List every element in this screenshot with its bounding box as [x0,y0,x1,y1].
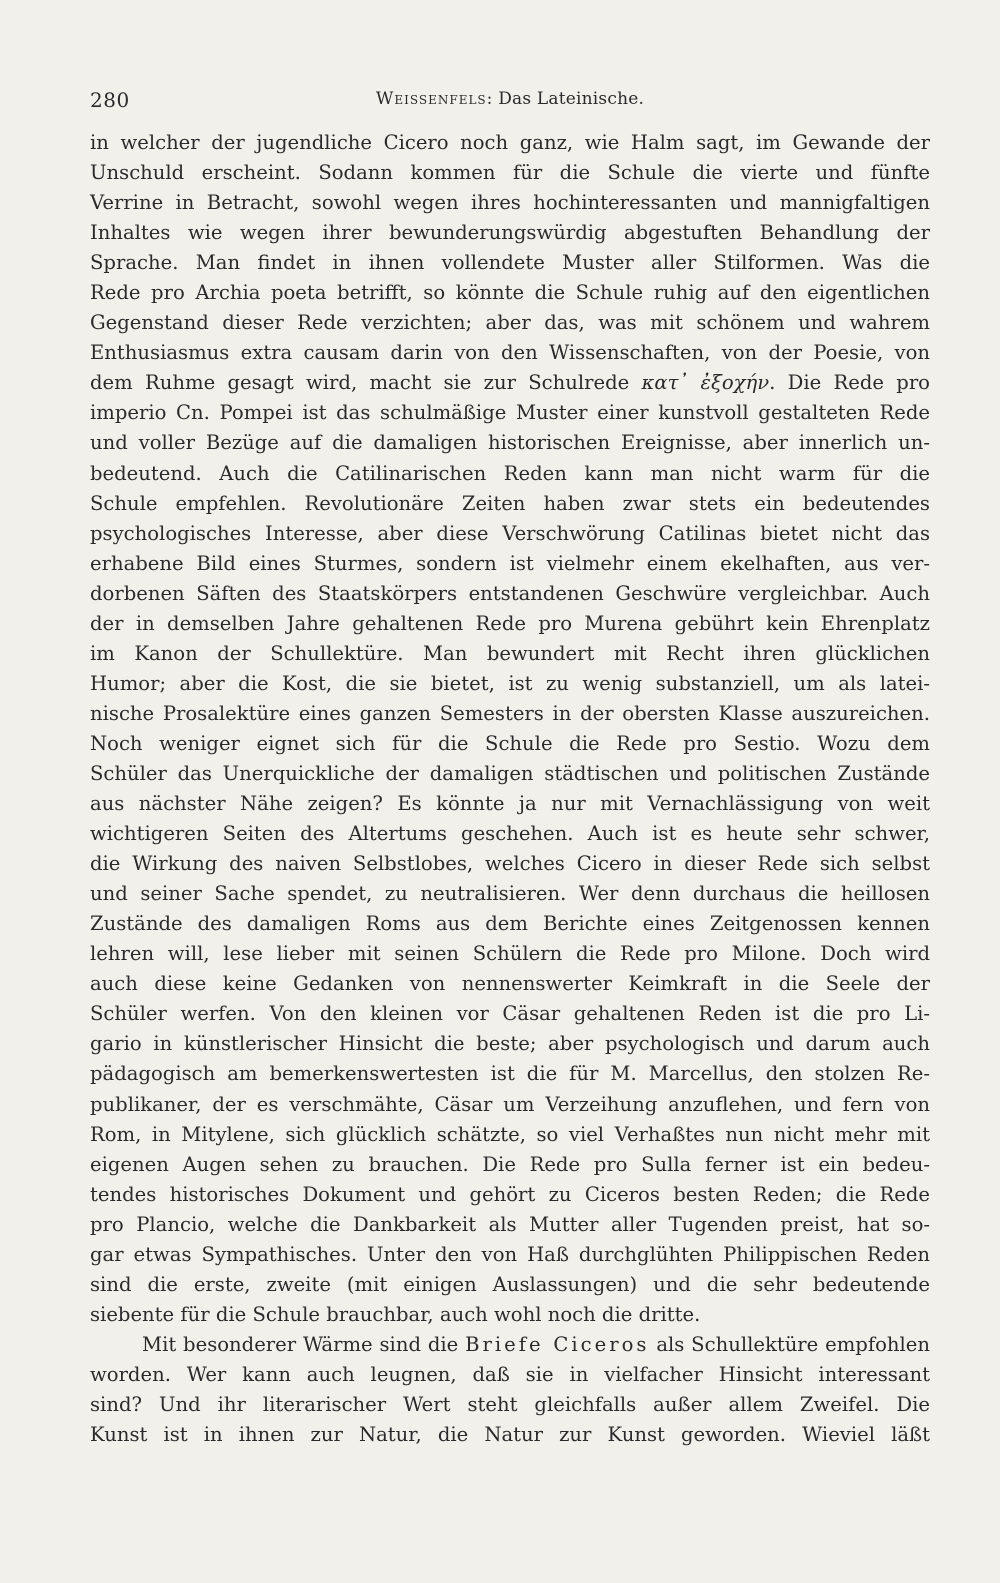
text-line [90,1029,930,1059]
line-text: Sprache. Man findet in ihnen vollendete Muster aller Stilformen. Was die [90,251,930,275]
line-text: pädagogisch am bemerkenswertesten ist die für M. Marcellus, den stolzen Re- [90,1062,930,1086]
text-line [90,188,930,218]
line-text: pro Plancio, welche die Dankbarkeit als Mutter aller Tugenden preist, hat so- [90,1212,930,1236]
line-text: gario in künstlerischer Hinsicht die beste; aber psychologisch und darum auch [90,1032,930,1056]
line-text: die Wirkung des naiven Selbstlobes, welches Cicero in dieser Rede sich selbst [90,852,930,876]
text-line [90,939,930,969]
text-line [90,519,930,549]
page-header [90,88,930,118]
line-text: Noch weniger eignet sich für die Schule die Rede pro Sestio. Wozu dem [90,731,930,755]
line-text: und voller Bezüge auf die damaligen historischen Ereignisse, aber innerlich un- [90,431,930,455]
running-head [90,89,930,109]
line-text: in welcher der jugendliche Cicero noch ganz, wie Halm sagt, im Gewande der [90,131,930,154]
text-line [90,459,930,489]
greek-phrase: κατ᾽ ἐξοχήν [641,371,770,395]
text-line [90,639,930,669]
line-text: und seiner Sache spendet, zu neutralisieren. Wer denn durchaus die heillosen [90,882,930,906]
line-text: imperio Cn. Pompei ist das schulmäßige Muster einer kunstvoll gestalteten Rede [90,401,930,425]
text-line [90,1240,930,1270]
text-line [90,549,930,579]
line-text: erhabene Bild eines Sturmes, sondern ist vielmehr einem ekelhaften, aus ver- [90,551,930,575]
text-line [90,368,930,398]
line-text-pre: Mit besonderer Wärme sind die [142,1332,466,1356]
text-line [90,729,930,759]
line-text: Schule empfehlen. Revolutionäre Zeiten haben zwar stets ein bedeutendes [90,491,930,515]
line-text: gar etwas Sympathisches. Unter den von Haß durchglühten Philippischen Reden [90,1242,930,1266]
text-line [90,1390,930,1420]
line-text: Unschuld erscheint. Sodann kommen für die Schule die vierte und fünfte [90,161,930,185]
text-line [90,1090,930,1120]
text-line [90,1210,930,1240]
line-text: sind die erste, zweite (mit einigen Auslassungen) und die sehr bedeutende [90,1272,930,1296]
line-text: Humor; aber die Kost, die sie bietet, ist zu wenig substanziell, um als latei- [90,671,930,695]
text-line [90,398,930,428]
line-text: sind? Und ihr literarischer Wert steht gleichfalls außer allem Zweifel. Die [90,1392,930,1416]
line-text: siebente für die Schule brauchbar, auch wohl noch die dritte. [90,1302,701,1326]
line-text-post: als Schullektüre empfohlen [649,1332,930,1356]
line-text: psychologisches Interesse, aber diese Verschwörung Catilinas bietet nicht das [90,521,930,545]
text-line [90,1180,930,1210]
line-text: Verrine in Betracht, sowohl wegen ihres hochinteressanten und mannigfaltigen [90,191,930,215]
line-text: Enthusiasmus extra causam darin von den Wissenschaften, von der Poesie, von [90,341,930,365]
text-line [90,879,930,909]
text-line [90,1330,930,1360]
text-line [90,969,930,999]
text-line [90,308,930,338]
line-text: eigenen Augen sehen zu brauchen. Die Rede pro Sulla ferner ist ein bedeu- [90,1152,930,1176]
line-text: Kunst ist in ihnen zur Natur, die Natur zur Kunst geworden. Wieviel läßt [90,1423,930,1447]
text-line [90,1059,930,1089]
line-text: im Kanon der Schullektüre. Man bewundert mit Recht ihren glücklichen [90,641,930,665]
emphasized-phrase: Briefe Ciceros [465,1332,650,1356]
text-line [90,819,930,849]
line-text: publikaner, der es verschmähte, Cäsar um Verzeihung anzuflehen, und fern von [90,1092,930,1116]
text-line [90,579,930,609]
text-line [90,278,930,308]
line-text: worden. Wer kann auch leugnen, daß sie in vielfacher Hinsicht interessant [90,1362,930,1386]
text-line [90,909,930,939]
text-line [90,248,930,278]
page-number: 280 [90,88,130,112]
line-text: dorbenen Säften des Staatskörpers entstandenen Geschwüre vergleichbar. Auch [90,581,930,605]
text-line [90,428,930,458]
text-line [90,789,930,819]
text-line [90,1120,930,1150]
line-text: Schüler das Unerquickliche der damaligen städtischen und politischen Zustände [90,761,930,785]
text-line [90,218,930,248]
text-line [90,849,930,879]
body-text [90,128,930,1450]
text-line [90,1420,930,1450]
line-text: Zustände des damaligen Roms aus dem Berichte eines Zeitgenossen kennen [90,912,930,936]
text-line [90,609,930,639]
running-head-author: Weissenfels [375,89,487,109]
running-head-title: : Das Lateinische. [486,89,645,109]
line-text: lehren will, lese lieber mit seinen Schülern die Rede pro Milone. Doch wird [90,942,930,966]
text-line [90,489,930,519]
line-text: Schüler werfen. Von den kleinen vor Cäsar gehaltenen Reden ist die pro Li- [90,1002,930,1026]
text-line [90,1270,930,1300]
text-line [90,999,930,1029]
line-text: Gegenstand dieser Rede verzichten; aber das, was mit schönem und wahrem [90,311,930,335]
line-text-post: . Die Rede pro [769,371,930,395]
text-line [90,759,930,789]
text-line [90,669,930,699]
line-text: wichtigeren Seiten des Altertums geschehen. Auch ist es heute sehr schwer, [90,822,930,846]
text-line [90,1300,930,1330]
line-text: nische Prosalektüre eines ganzen Semesters in der obersten Klasse auszureichen. [90,701,930,725]
line-text: bedeutend. Auch die Catilinarischen Reden kann man nicht warm für die [90,461,930,485]
line-text: der in demselben Jahre gehaltenen Rede pro Murena gebührt kein Ehrenplatz [90,611,930,635]
line-text: auch diese keine Gedanken von nennenswerter Keimkraft in die Seele der [90,972,930,996]
text-line [90,128,930,158]
text-line [90,338,930,368]
line-text: Rede pro Archia poeta betrifft, so könnte die Schule ruhig auf den eigentlichen [90,281,930,305]
text-line [90,158,930,188]
line-text-pre: dem Ruhme gesagt wird, macht sie zur Schulrede [90,371,642,395]
line-text: tendes historisches Dokument und gehört zu Ciceros besten Reden; die Rede [90,1182,930,1206]
text-line [90,1360,930,1390]
text-line [90,1150,930,1180]
line-text: aus nächster Nähe zeigen? Es könnte ja nur mit Vernachlässigung von weit [90,792,930,816]
line-text: Rom, in Mitylene, sich glücklich schätzte, so viel Verhaßtes nun nicht mehr mit [90,1122,930,1146]
line-text: Inhaltes wie wegen ihrer bewunderungswürdig abgestuften Behandlung der [90,221,930,245]
text-line [90,699,930,729]
